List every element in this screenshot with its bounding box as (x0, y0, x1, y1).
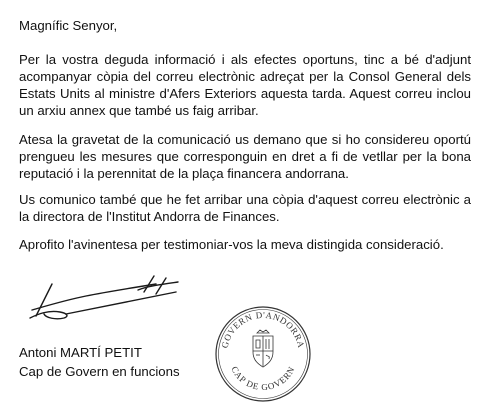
salutation: Magnífic Senyor, (19, 18, 118, 33)
paragraph-4: Aprofito l'avinentesa per testimoniar-vos la meva distingida consideració. (19, 237, 444, 252)
svg-text:CAP DE GOVERN: CAP DE GOVERN (229, 364, 297, 393)
paragraph-3: Us comunico també que he fet arribar una còpia d'aquest correu electrònic a la directora de l'Institut Andorra de Finances. (19, 192, 471, 224)
paragraph-1: Per la vostra deguda informació i als efectes oportuns, tinc a bé d'adjunt acompanyar còpia del correu electrònic adreçat per la Consol General dels Estats Units al ministre d'Afers Exteriors aquesta tarda. Aquest correu inclou un arxiu annex que també us faig arribar. (19, 52, 471, 118)
signer-name: Antoni MARTÍ PETIT (19, 345, 142, 360)
signer-title: Cap de Govern en funcions (19, 364, 180, 379)
handwritten-signature (26, 270, 196, 330)
svg-text:GOVERN D'ANDORRA: GOVERN D'ANDORRA (219, 309, 307, 350)
paragraph-2: Atesa la gravetat de la comunicació us demano que si ho considereu oportú prengueu les mesures que corresponguin en dret a fi de vetllar per la bona reputació i la perennitat de la plaça financera andorrana. (19, 132, 471, 181)
official-seal-icon (213, 304, 313, 404)
